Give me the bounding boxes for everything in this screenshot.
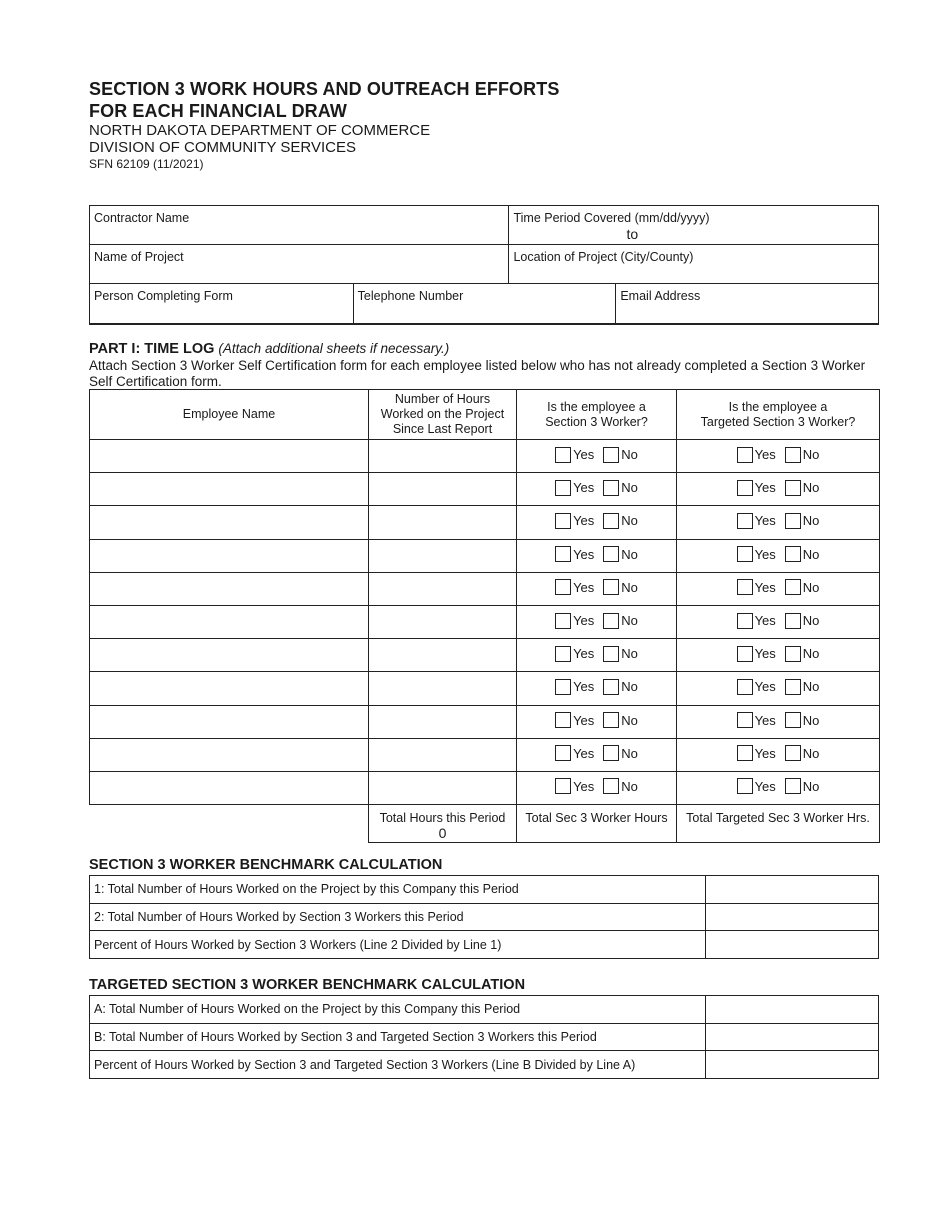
time-log-row — [90, 473, 880, 506]
time-period-field[interactable] — [508, 206, 878, 244]
section3-worker-cell — [517, 738, 677, 771]
targeted-line-b-value[interactable] — [706, 1023, 879, 1051]
targeted-no-checkbox[interactable] — [785, 513, 801, 529]
targeted-no-checkbox[interactable] — [785, 447, 801, 463]
targeted-no-checkbox[interactable] — [785, 546, 801, 562]
time-period-label: Time Period Covered (mm/dd/yyyy) — [513, 211, 710, 225]
total-hours-cell — [369, 805, 517, 843]
section3-worker-cell — [517, 539, 677, 572]
contractor-info-table — [89, 205, 879, 325]
targeted-no-checkbox[interactable] — [785, 579, 801, 595]
time-period-to-label: to — [626, 226, 639, 242]
section3-no-checkbox[interactable] — [603, 513, 619, 529]
section3-yes-label: Yes — [573, 745, 595, 761]
targeted-benchmark-table — [89, 995, 879, 1079]
section3-no-label: No — [621, 546, 638, 562]
section3-yes-label: Yes — [573, 579, 595, 595]
section3-worker-cell — [517, 473, 677, 506]
total-sec3-hours-cell — [517, 805, 677, 843]
email-label: Email Address — [620, 289, 701, 303]
section3-no-checkbox[interactable] — [603, 613, 619, 629]
part1-note: (Attach additional sheets if necessary.) — [218, 341, 450, 356]
benchmark-line1-label: 1: Total Number of Hours Worked on the Project by this Company this Period — [90, 876, 706, 904]
targeted-line-a-label: A: Total Number of Hours Worked on the Project by this Company this Period — [90, 996, 706, 1024]
section3-no-label: No — [621, 613, 638, 629]
section3-worker-cell — [517, 672, 677, 705]
section3-no-checkbox[interactable] — [603, 679, 619, 695]
benchmark-line2-value[interactable] — [706, 903, 879, 931]
telephone-field[interactable] — [353, 284, 616, 323]
targeted-worker-cell — [677, 572, 880, 605]
totals-row — [90, 805, 880, 843]
targeted-yes-checkbox[interactable] — [737, 613, 753, 629]
targeted-no-checkbox[interactable] — [785, 712, 801, 728]
hours-worked-cell[interactable] — [369, 639, 517, 672]
targeted-yes-label: Yes — [754, 646, 776, 662]
hours-worked-cell[interactable] — [369, 705, 517, 738]
part1-title: PART I: TIME LOG — [89, 341, 215, 357]
targeted-no-label: No — [802, 513, 820, 529]
section3-yes-checkbox[interactable] — [555, 745, 571, 761]
section3-benchmark-title: SECTION 3 WORKER BENCHMARK CALCULATION — [89, 857, 443, 873]
section3-no-label: No — [621, 712, 638, 728]
person-completing-field[interactable] — [90, 284, 353, 323]
section3-no-label: No — [621, 447, 638, 463]
targeted-no-label: No — [802, 546, 820, 562]
department-name: NORTH DAKOTA DEPARTMENT OF COMMERCE — [89, 122, 431, 139]
project-name-field[interactable] — [90, 245, 508, 283]
telephone-label: Telephone Number — [357, 289, 464, 303]
targeted-no-checkbox[interactable] — [785, 745, 801, 761]
targeted-worker-cell — [677, 639, 880, 672]
hours-worked-cell[interactable] — [369, 440, 517, 473]
employee-name-cell[interactable] — [90, 771, 369, 804]
targeted-no-label: No — [802, 480, 820, 496]
section3-yes-checkbox[interactable] — [555, 778, 571, 794]
section3-no-checkbox[interactable] — [603, 546, 619, 562]
section3-worker-cell — [517, 440, 677, 473]
targeted-yes-checkbox[interactable] — [737, 712, 753, 728]
form-number: SFN 62109 (11/2021) — [89, 157, 204, 171]
targeted-yes-label: Yes — [754, 613, 776, 629]
targeted-worker-cell — [677, 738, 880, 771]
section3-no-checkbox[interactable] — [603, 579, 619, 595]
employee-name-cell[interactable] — [90, 605, 369, 638]
targeted-worker-cell — [677, 605, 880, 638]
employee-name-cell[interactable] — [90, 506, 369, 539]
time-log-row — [90, 639, 880, 672]
time-log-row — [90, 705, 880, 738]
section3-no-checkbox[interactable] — [603, 447, 619, 463]
total-targeted-hours-label: Total Targeted Sec 3 Worker Hrs. — [686, 811, 870, 826]
targeted-yes-checkbox[interactable] — [737, 513, 753, 529]
total-hours-label: Total Hours this Period — [379, 811, 506, 826]
targeted-no-label: No — [802, 579, 820, 595]
section3-no-label: No — [621, 579, 638, 595]
targeted-yes-label: Yes — [754, 712, 776, 728]
targeted-no-label: No — [802, 679, 820, 695]
section3-no-label: No — [621, 778, 638, 794]
employee-name-cell[interactable] — [90, 738, 369, 771]
targeted-no-label: No — [802, 646, 820, 662]
employee-name-cell[interactable] — [90, 572, 369, 605]
part1-header — [89, 340, 879, 390]
targeted-yes-label: Yes — [754, 513, 776, 529]
targeted-yes-label: Yes — [754, 778, 776, 794]
targeted-percent-value[interactable] — [706, 1051, 879, 1079]
section3-worker-cell — [517, 771, 677, 804]
project-location-label: Location of Project (City/County) — [513, 250, 694, 264]
section3-yes-label: Yes — [573, 513, 595, 529]
hours-worked-cell[interactable] — [369, 605, 517, 638]
employee-name-cell[interactable] — [90, 440, 369, 473]
targeted-yes-checkbox[interactable] — [737, 745, 753, 761]
targeted-no-label: No — [802, 447, 820, 463]
targeted-worker-cell — [677, 506, 880, 539]
time-log-row — [90, 539, 880, 572]
section3-worker-header: Is the employee a Section 3 Worker? — [517, 390, 677, 440]
targeted-no-label: No — [802, 712, 820, 728]
section3-no-label: No — [621, 480, 638, 496]
section3-no-checkbox[interactable] — [603, 646, 619, 662]
section3-worker-cell — [517, 605, 677, 638]
hours-worked-cell[interactable] — [369, 473, 517, 506]
benchmark-line1-value[interactable] — [706, 876, 879, 904]
targeted-yes-checkbox[interactable] — [737, 579, 753, 595]
targeted-no-checkbox[interactable] — [785, 679, 801, 695]
email-field[interactable] — [615, 284, 878, 323]
targeted-worker-cell — [677, 539, 880, 572]
targeted-benchmark-row — [90, 1023, 879, 1051]
targeted-worker-header: Is the employee a Targeted Section 3 Worker? — [677, 390, 880, 440]
benchmark-row — [90, 876, 879, 904]
benchmark-percent-value[interactable] — [706, 931, 879, 959]
targeted-no-checkbox[interactable] — [785, 646, 801, 662]
hours-worked-cell[interactable] — [369, 672, 517, 705]
section3-yes-checkbox[interactable] — [555, 712, 571, 728]
employee-name-cell[interactable] — [90, 539, 369, 572]
time-log-row — [90, 506, 880, 539]
targeted-worker-cell — [677, 440, 880, 473]
section3-yes-checkbox[interactable] — [555, 447, 571, 463]
targeted-line-b-label: B: Total Number of Hours Worked by Section 3 and Targeted Section 3 Workers this Period — [90, 1023, 706, 1051]
section3-no-label: No — [621, 745, 638, 761]
section3-no-checkbox[interactable] — [603, 778, 619, 794]
targeted-yes-label: Yes — [754, 579, 776, 595]
targeted-percent-label: Percent of Hours Worked by Section 3 and Targeted Section 3 Workers (Line B Divided by Line A) — [90, 1051, 706, 1079]
section3-no-label: No — [621, 513, 638, 529]
benchmark-line2-label: 2: Total Number of Hours Worked by Section 3 Workers this Period — [90, 903, 706, 931]
hours-worked-cell[interactable] — [369, 572, 517, 605]
targeted-worker-cell — [677, 473, 880, 506]
targeted-worker-cell — [677, 771, 880, 804]
time-log-row — [90, 672, 880, 705]
contractor-name-label: Contractor Name — [94, 211, 190, 225]
section3-no-checkbox[interactable] — [603, 745, 619, 761]
targeted-yes-checkbox[interactable] — [737, 778, 753, 794]
time-log-row — [90, 440, 880, 473]
targeted-benchmark-row — [90, 996, 879, 1024]
section3-yes-label: Yes — [573, 679, 595, 695]
targeted-no-checkbox[interactable] — [785, 778, 801, 794]
targeted-no-checkbox[interactable] — [785, 480, 801, 496]
section3-yes-label: Yes — [573, 447, 595, 463]
employee-name-cell[interactable] — [90, 473, 369, 506]
section3-yes-checkbox[interactable] — [555, 613, 571, 629]
project-location-field[interactable] — [508, 245, 878, 283]
total-sec3-hours-label: Total Sec 3 Worker Hours — [525, 811, 668, 826]
targeted-yes-checkbox[interactable] — [737, 447, 753, 463]
targeted-yes-checkbox[interactable] — [737, 679, 753, 695]
section3-worker-cell — [517, 506, 677, 539]
project-name-label: Name of Project — [94, 250, 184, 264]
section3-worker-cell — [517, 572, 677, 605]
part1-description: Attach Section 3 Worker Self Certification form for each employee listed below who has not already completed a Section 3 Worker Self Certification form. — [89, 358, 866, 389]
employee-name-cell[interactable] — [90, 639, 369, 672]
form-page — [89, 78, 879, 1072]
targeted-line-a-value[interactable] — [706, 996, 879, 1024]
employee-name-cell[interactable] — [90, 672, 369, 705]
targeted-no-checkbox[interactable] — [785, 613, 801, 629]
targeted-yes-label: Yes — [754, 546, 776, 562]
form-title-line2: FOR EACH FINANCIAL DRAW — [89, 101, 347, 121]
hours-worked-cell[interactable] — [369, 539, 517, 572]
hours-worked-cell[interactable] — [369, 771, 517, 804]
section3-yes-checkbox[interactable] — [555, 679, 571, 695]
time-log-row — [90, 771, 880, 804]
targeted-yes-checkbox[interactable] — [737, 546, 753, 562]
targeted-yes-checkbox[interactable] — [737, 480, 753, 496]
section3-no-label: No — [621, 679, 638, 695]
section3-no-checkbox[interactable] — [603, 712, 619, 728]
section3-yes-label: Yes — [573, 546, 595, 562]
section3-yes-label: Yes — [573, 778, 595, 794]
employee-name-header: Employee Name — [90, 390, 369, 440]
targeted-benchmark-row — [90, 1051, 879, 1079]
person-completing-label: Person Completing Form — [94, 289, 233, 303]
hours-worked-cell[interactable] — [369, 738, 517, 771]
targeted-yes-label: Yes — [754, 745, 776, 761]
section3-worker-cell — [517, 639, 677, 672]
benchmark-percent-label: Percent of Hours Worked by Section 3 Workers (Line 2 Divided by Line 1) — [90, 931, 706, 959]
targeted-worker-cell — [677, 672, 880, 705]
targeted-yes-label: Yes — [754, 679, 776, 695]
total-targeted-hours-cell — [677, 805, 880, 843]
targeted-worker-cell — [677, 705, 880, 738]
section3-benchmark-table — [89, 875, 879, 959]
time-log-row — [90, 572, 880, 605]
time-log-row — [90, 738, 880, 771]
section3-yes-checkbox[interactable] — [555, 579, 571, 595]
time-log-row — [90, 605, 880, 638]
targeted-yes-label: Yes — [754, 480, 776, 496]
targeted-yes-label: Yes — [754, 447, 776, 463]
section3-no-checkbox[interactable] — [603, 480, 619, 496]
targeted-no-label: No — [802, 778, 820, 794]
employee-name-cell[interactable] — [90, 705, 369, 738]
benchmark-row — [90, 903, 879, 931]
benchmark-row — [90, 931, 879, 959]
section3-yes-label: Yes — [573, 646, 595, 662]
section3-yes-label: Yes — [573, 613, 595, 629]
targeted-benchmark-title: TARGETED SECTION 3 WORKER BENCHMARK CALCULATION — [89, 977, 526, 993]
total-hours-value: 0 — [438, 825, 447, 842]
section3-yes-checkbox[interactable] — [555, 480, 571, 496]
division-name: DIVISION OF COMMUNITY SERVICES — [89, 139, 356, 156]
hours-header: Number of Hours Worked on the Project Since Last Report — [369, 390, 517, 440]
section3-yes-label: Yes — [573, 712, 595, 728]
form-title-line1: SECTION 3 WORK HOURS AND OUTREACH EFFORTS — [89, 79, 560, 99]
hours-worked-cell[interactable] — [369, 506, 517, 539]
contractor-name-field[interactable] — [90, 206, 508, 244]
section3-yes-label: Yes — [573, 480, 595, 496]
targeted-no-label: No — [802, 613, 820, 629]
time-log-table — [89, 389, 880, 843]
targeted-yes-checkbox[interactable] — [737, 646, 753, 662]
section3-no-label: No — [621, 646, 638, 662]
section3-worker-cell — [517, 705, 677, 738]
section3-yes-checkbox[interactable] — [555, 646, 571, 662]
section3-yes-checkbox[interactable] — [555, 513, 571, 529]
targeted-no-label: No — [802, 745, 820, 761]
section3-yes-checkbox[interactable] — [555, 546, 571, 562]
